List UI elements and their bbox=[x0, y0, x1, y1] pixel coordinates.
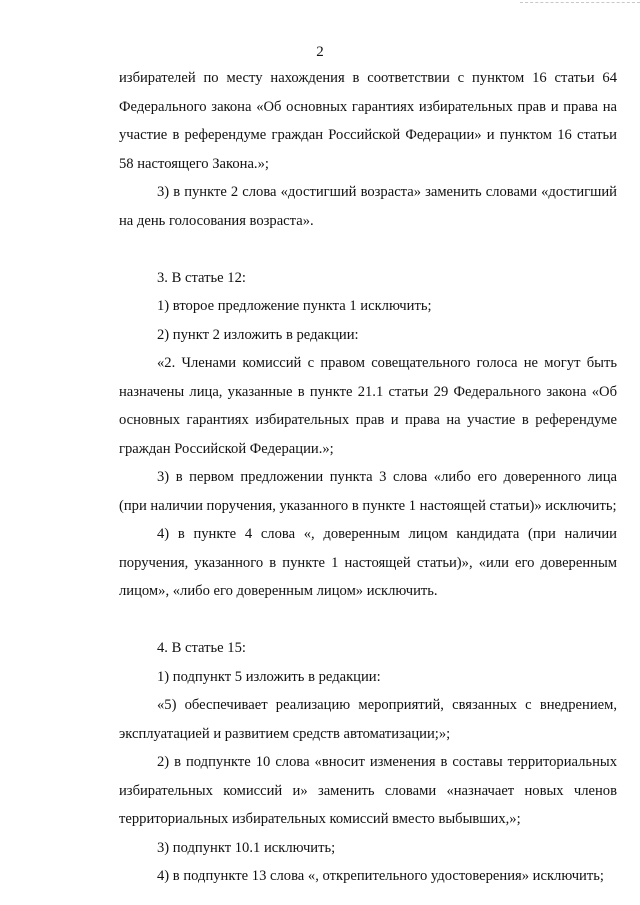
paragraph-item: 1) второе предложение пункта 1 исключить; bbox=[157, 298, 432, 314]
paragraph-item: 3) подпункт 10.1 исключить; bbox=[157, 839, 336, 856]
paragraph-item: 2) пункт 2 изложить в редакции: bbox=[157, 326, 359, 343]
scan-edge-line bbox=[520, 2, 640, 3]
section-heading: 3. В статье 12: bbox=[157, 269, 246, 286]
section-heading: 4. В статье 15: bbox=[157, 640, 246, 656]
paragraph-quote: «2. Членами комиссий с правом совещательного голоса не могут быть назначены лица, указанные в пункте 21.1 статьи 29 Федерального закона «Об основных гарантиях избирательных прав и права на участие в референдуме граждан Российской Федерации.»; bbox=[119, 355, 617, 457]
document-body bbox=[119, 64, 617, 891]
paragraph-gap bbox=[119, 606, 617, 635]
paragraph-item: 3) в первом предложении пункта 3 слова «либо его доверенного лица (при наличии поручения, указанного в пункте 1 настоящей статьи)» исключить; bbox=[119, 469, 617, 514]
paragraph-quote: «5) обеспечивает реализацию мероприятий, связанных с внедрением, эксплуатацией и развитием средств автоматизации;»; bbox=[119, 697, 617, 742]
paragraph-continuation: избирателей по месту нахождения в соответствии с пунктом 16 статьи 64 Федерального закона «Об основных гарантиях избирательных прав и права на участие в референдуме граждан Российской Федерации» и пунктом 16 статьи 58 настоящего Закона.»; bbox=[119, 70, 617, 172]
page-number: 2 bbox=[316, 44, 324, 60]
paragraph-item: 4) в подпункте 13 слова «, открепительного удостоверения» исключить; bbox=[157, 868, 604, 884]
paragraph-item: 3) в пункте 2 слова «достигший возраста» заменить словами «достигший на день голосования возраста». bbox=[119, 184, 617, 229]
paragraph-item: 4) в пункте 4 слова «, доверенным лицом кандидата (при наличии поручения, указанного в пункте 1 настоящей статьи)», «или его доверенным лицом», «либо его доверенным лицом» исключить. bbox=[119, 526, 617, 599]
paragraph-gap bbox=[119, 235, 617, 264]
paragraph-item: 2) в подпункте 10 слова «вносит изменения в составы территориальных избирательных комиссий и» заменить словами «назначает новых членов территориальных избирательных комиссий вместо выбывших,»; bbox=[119, 754, 617, 827]
paragraph-item: 1) подпункт 5 изложить в редакции: bbox=[157, 668, 381, 685]
